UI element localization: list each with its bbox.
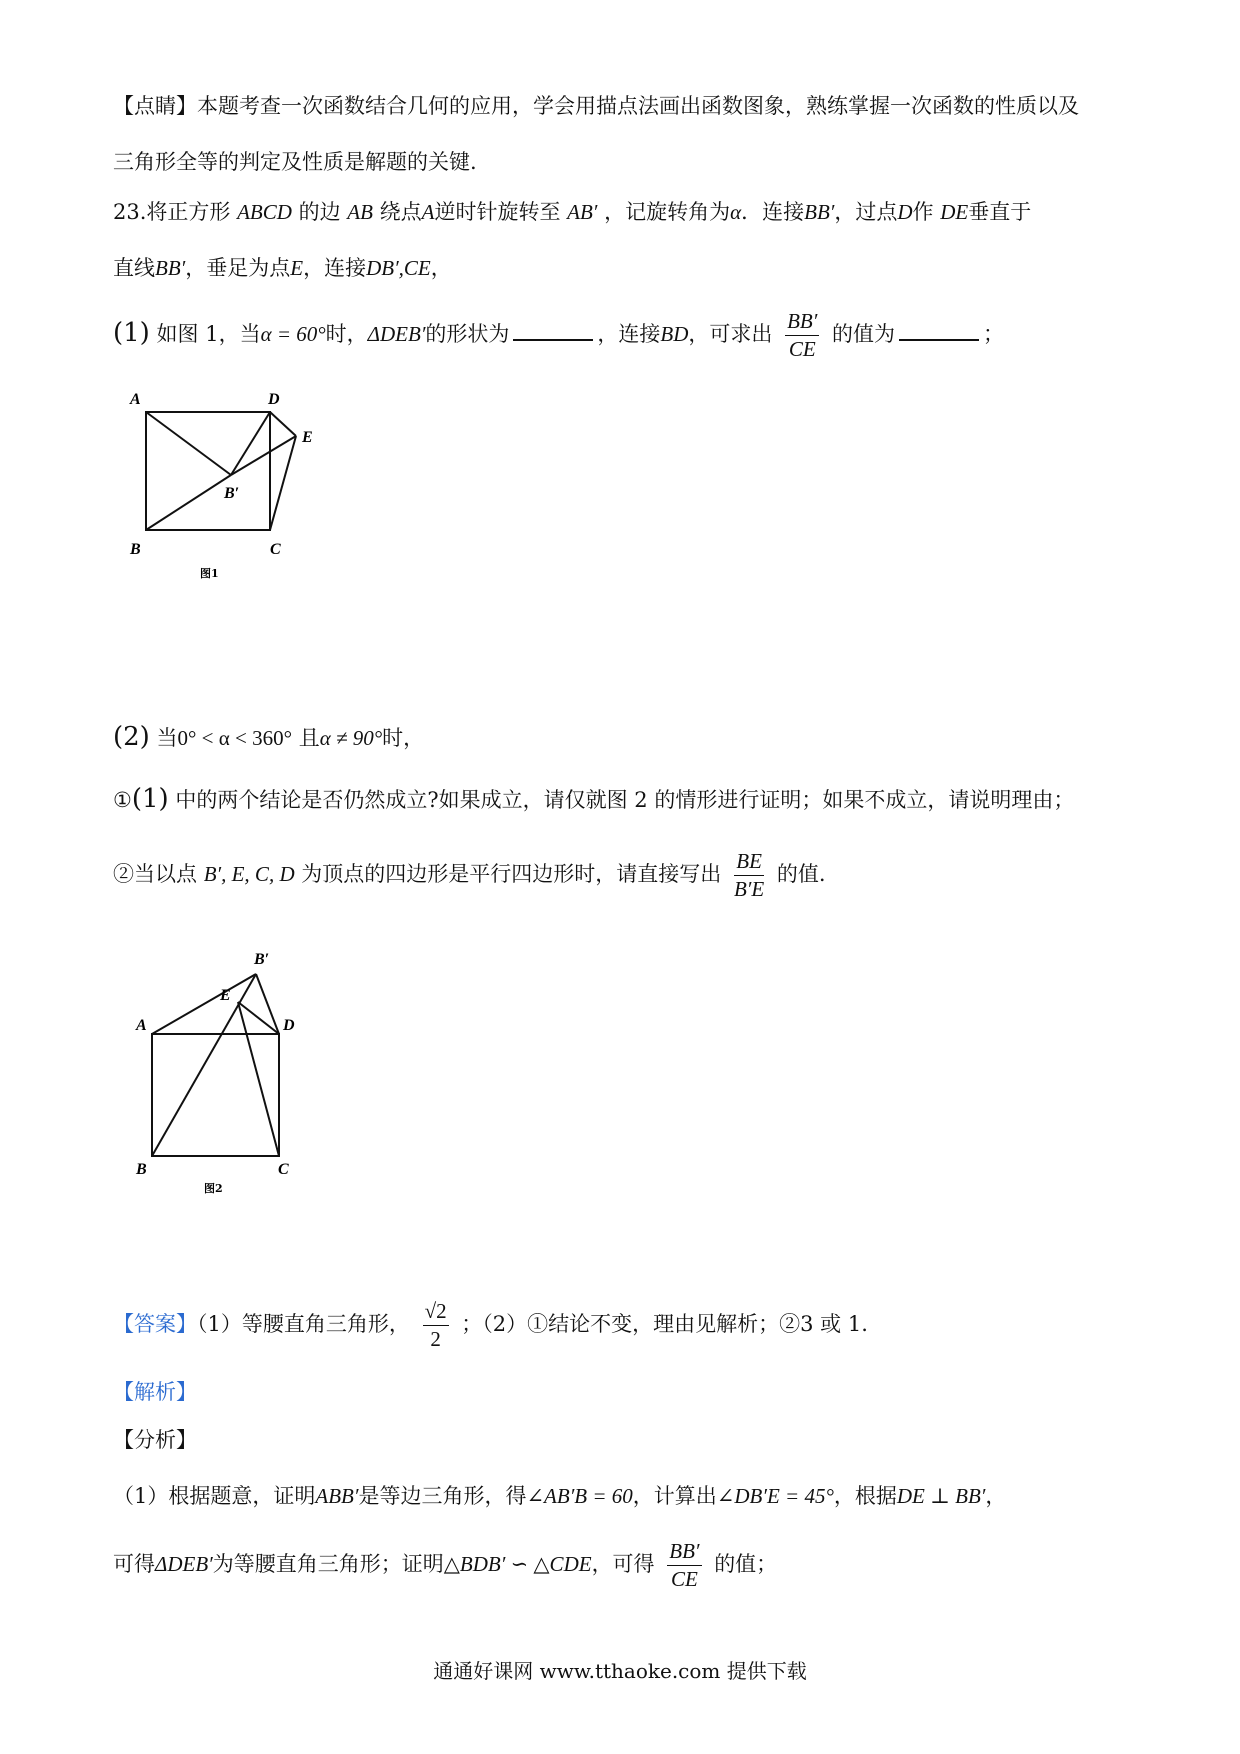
fraction-denominator: 2 (430, 1327, 441, 1352)
fraction-sqrt2-2 (423, 1300, 449, 1351)
math-e: E (290, 256, 304, 280)
part2-question-1 (113, 784, 1074, 815)
problem-line-1 (113, 200, 1031, 225)
text: 且 (298, 726, 320, 750)
fig1-segment (270, 412, 296, 436)
part2-line (113, 722, 424, 753)
fig2-label-d: D (283, 1017, 295, 1034)
math-triangle: ΔDEB′ (367, 322, 426, 347)
fig2-caption: 图2 (204, 1182, 223, 1195)
text: 中的两个结论是否仍然成立?如果成立，请仅就图 2 的情形进行证明；如果不成立，请说明理由； (175, 788, 1075, 812)
problem-line-2 (113, 256, 452, 281)
text: 将正方形 (146, 200, 231, 224)
fig1-segment (146, 475, 231, 530)
text: 时， (382, 726, 425, 750)
text: ， (430, 256, 452, 280)
fig1-segment (231, 412, 270, 475)
fig1-square (146, 412, 270, 530)
math-square: ABCD (237, 200, 292, 224)
math-similar: △BDB′ ∽ △CDE (443, 1552, 592, 1577)
note-text-1: 本题考查一次函数结合几何的应用，学会用描点法画出函数图象，熟练掌握一次函数的性质以及 (197, 94, 1079, 118)
text: ，连接 (597, 322, 661, 347)
fig1-label-b: B (130, 541, 141, 558)
fig1-segment (146, 412, 231, 475)
text: 作 (912, 200, 934, 224)
text: ，垂足为点 (185, 256, 291, 280)
fraction-numerator: BE (734, 850, 764, 876)
math-condition-2: α ≠ 90° (319, 726, 383, 750)
problem-number: 23. (113, 200, 147, 224)
text: 的值. (776, 862, 826, 887)
text: 如图 1，当 (156, 322, 261, 347)
math-alpha: α (730, 200, 742, 224)
answer-blank (899, 338, 979, 341)
math-points: B′, E, C, D (203, 862, 295, 887)
text: ，连接 (303, 256, 367, 280)
fig2-segment (238, 1002, 279, 1156)
text: ，可求出 (688, 322, 773, 347)
note-line-2: 三角形全等的判定及性质是解题的关键. (113, 150, 477, 174)
math-triangle: ABB′ (315, 1484, 359, 1508)
fraction-bbp-ce (785, 310, 819, 361)
fig2-label-b: B (136, 1161, 147, 1178)
math-triangle: ΔDEB′ (155, 1552, 213, 1577)
fraction-denominator: CE (788, 337, 816, 362)
fig2-segment (152, 974, 256, 1156)
fenxi-label: 【分析】 (113, 1428, 197, 1452)
note-line-1 (113, 94, 1079, 119)
fenxi-line-2 (113, 1540, 777, 1591)
part-ref: (1) (131, 784, 169, 814)
text: ．连接 (741, 200, 805, 224)
fig1-label-d: D (268, 391, 280, 408)
text: 为顶点的四边形是平行四边形时，请直接写出 (301, 862, 722, 887)
text: 的值； (714, 1552, 778, 1577)
page-footer: 通通好课网 www.tthaoke.com 提供下载 (433, 1659, 807, 1683)
text: ，记旋转角为 (604, 200, 731, 224)
answer-blank (513, 338, 593, 341)
math-de: DE (940, 200, 969, 224)
fig1-label-c: C (270, 541, 281, 558)
analysis-label: 【解析】 (113, 1380, 197, 1404)
fig2-label-c: C (278, 1161, 289, 1178)
fraction-denominator: CE (670, 1567, 698, 1592)
text: ，过点 (834, 200, 898, 224)
math-condition: α = 60° (260, 322, 326, 347)
note-label: 【点睛】 (113, 94, 197, 118)
math-bbp: BB′ (155, 256, 186, 280)
text: （1）根据题意，证明 (113, 1484, 316, 1508)
text: 当 (156, 726, 178, 750)
fig2-label-a: A (136, 1017, 147, 1034)
fig2-square (152, 1034, 279, 1156)
math-d: D (897, 200, 913, 224)
fig1-label-a: A (130, 391, 141, 408)
text: ，计算出 (632, 1484, 717, 1508)
math-bd: BD (660, 322, 689, 347)
fig2-label-e: E (220, 987, 231, 1004)
text: ，根据 (833, 1484, 897, 1508)
text: ，可得 (591, 1552, 655, 1577)
fraction-numerator: BB′ (785, 310, 819, 336)
fraction-be-bpe (734, 850, 764, 901)
text: 可得 (113, 1552, 155, 1577)
part1-line (113, 310, 1004, 361)
math-condition: 0° < α < 360° (177, 726, 293, 750)
math-bbp: BB′ (804, 200, 835, 224)
text: 的边 (298, 200, 341, 224)
math-dbp-ce: DB′,CE (366, 256, 431, 280)
fig1-label-bp: B′ (224, 485, 240, 502)
part-number: (2) (113, 722, 150, 752)
fraction-numerator: BB′ (667, 1540, 701, 1566)
text: 直线 (113, 256, 155, 280)
text: ； (983, 322, 1005, 347)
math-angle-2: ∠DB′E = 45° (716, 1484, 834, 1508)
text: 的值为 (832, 322, 896, 347)
fig1-label-e: E (302, 429, 313, 446)
circled-number: ② (113, 862, 134, 887)
math-angle: ∠AB′B = 60 (526, 1484, 633, 1508)
answer-line (113, 1300, 868, 1351)
math-perp: DE ⊥ BB′ (896, 1484, 986, 1508)
figure-2 (128, 940, 318, 1200)
text: 时， (325, 322, 368, 347)
text: 当以点 (134, 862, 197, 887)
fig2-label-bp: B′ (254, 951, 270, 968)
circled-number: ① (113, 788, 132, 812)
text: 垂直于 (968, 200, 1032, 224)
text: 绕点 (379, 200, 422, 224)
text: ， (985, 1484, 1007, 1508)
math-abp: AB′ (567, 200, 598, 224)
text: 逆时针旋转至 (434, 200, 561, 224)
answer-label: 【答案】 (113, 1312, 197, 1337)
fraction-numerator: √2 (423, 1300, 449, 1326)
math-ab: AB (347, 200, 373, 224)
text: 为等腰直角三角形；证明 (212, 1552, 444, 1577)
part2-question-2 (113, 850, 826, 901)
text: （1）等腰直角三角形， (197, 1312, 410, 1337)
text: 是等边三角形，得 (358, 1484, 527, 1508)
text: ；（2）①结论不变，理由见解析；②3 或 1. (461, 1312, 868, 1337)
fenxi-line-1 (113, 1484, 1006, 1509)
text: 的形状为 (425, 322, 510, 347)
fig1-caption: 图1 (200, 567, 219, 580)
fraction-denominator: B′E (733, 877, 765, 902)
math-a: A (421, 200, 435, 224)
fraction-bbp-ce (667, 1540, 701, 1591)
part-number: (1) (113, 318, 150, 349)
figure-1 (120, 380, 350, 590)
